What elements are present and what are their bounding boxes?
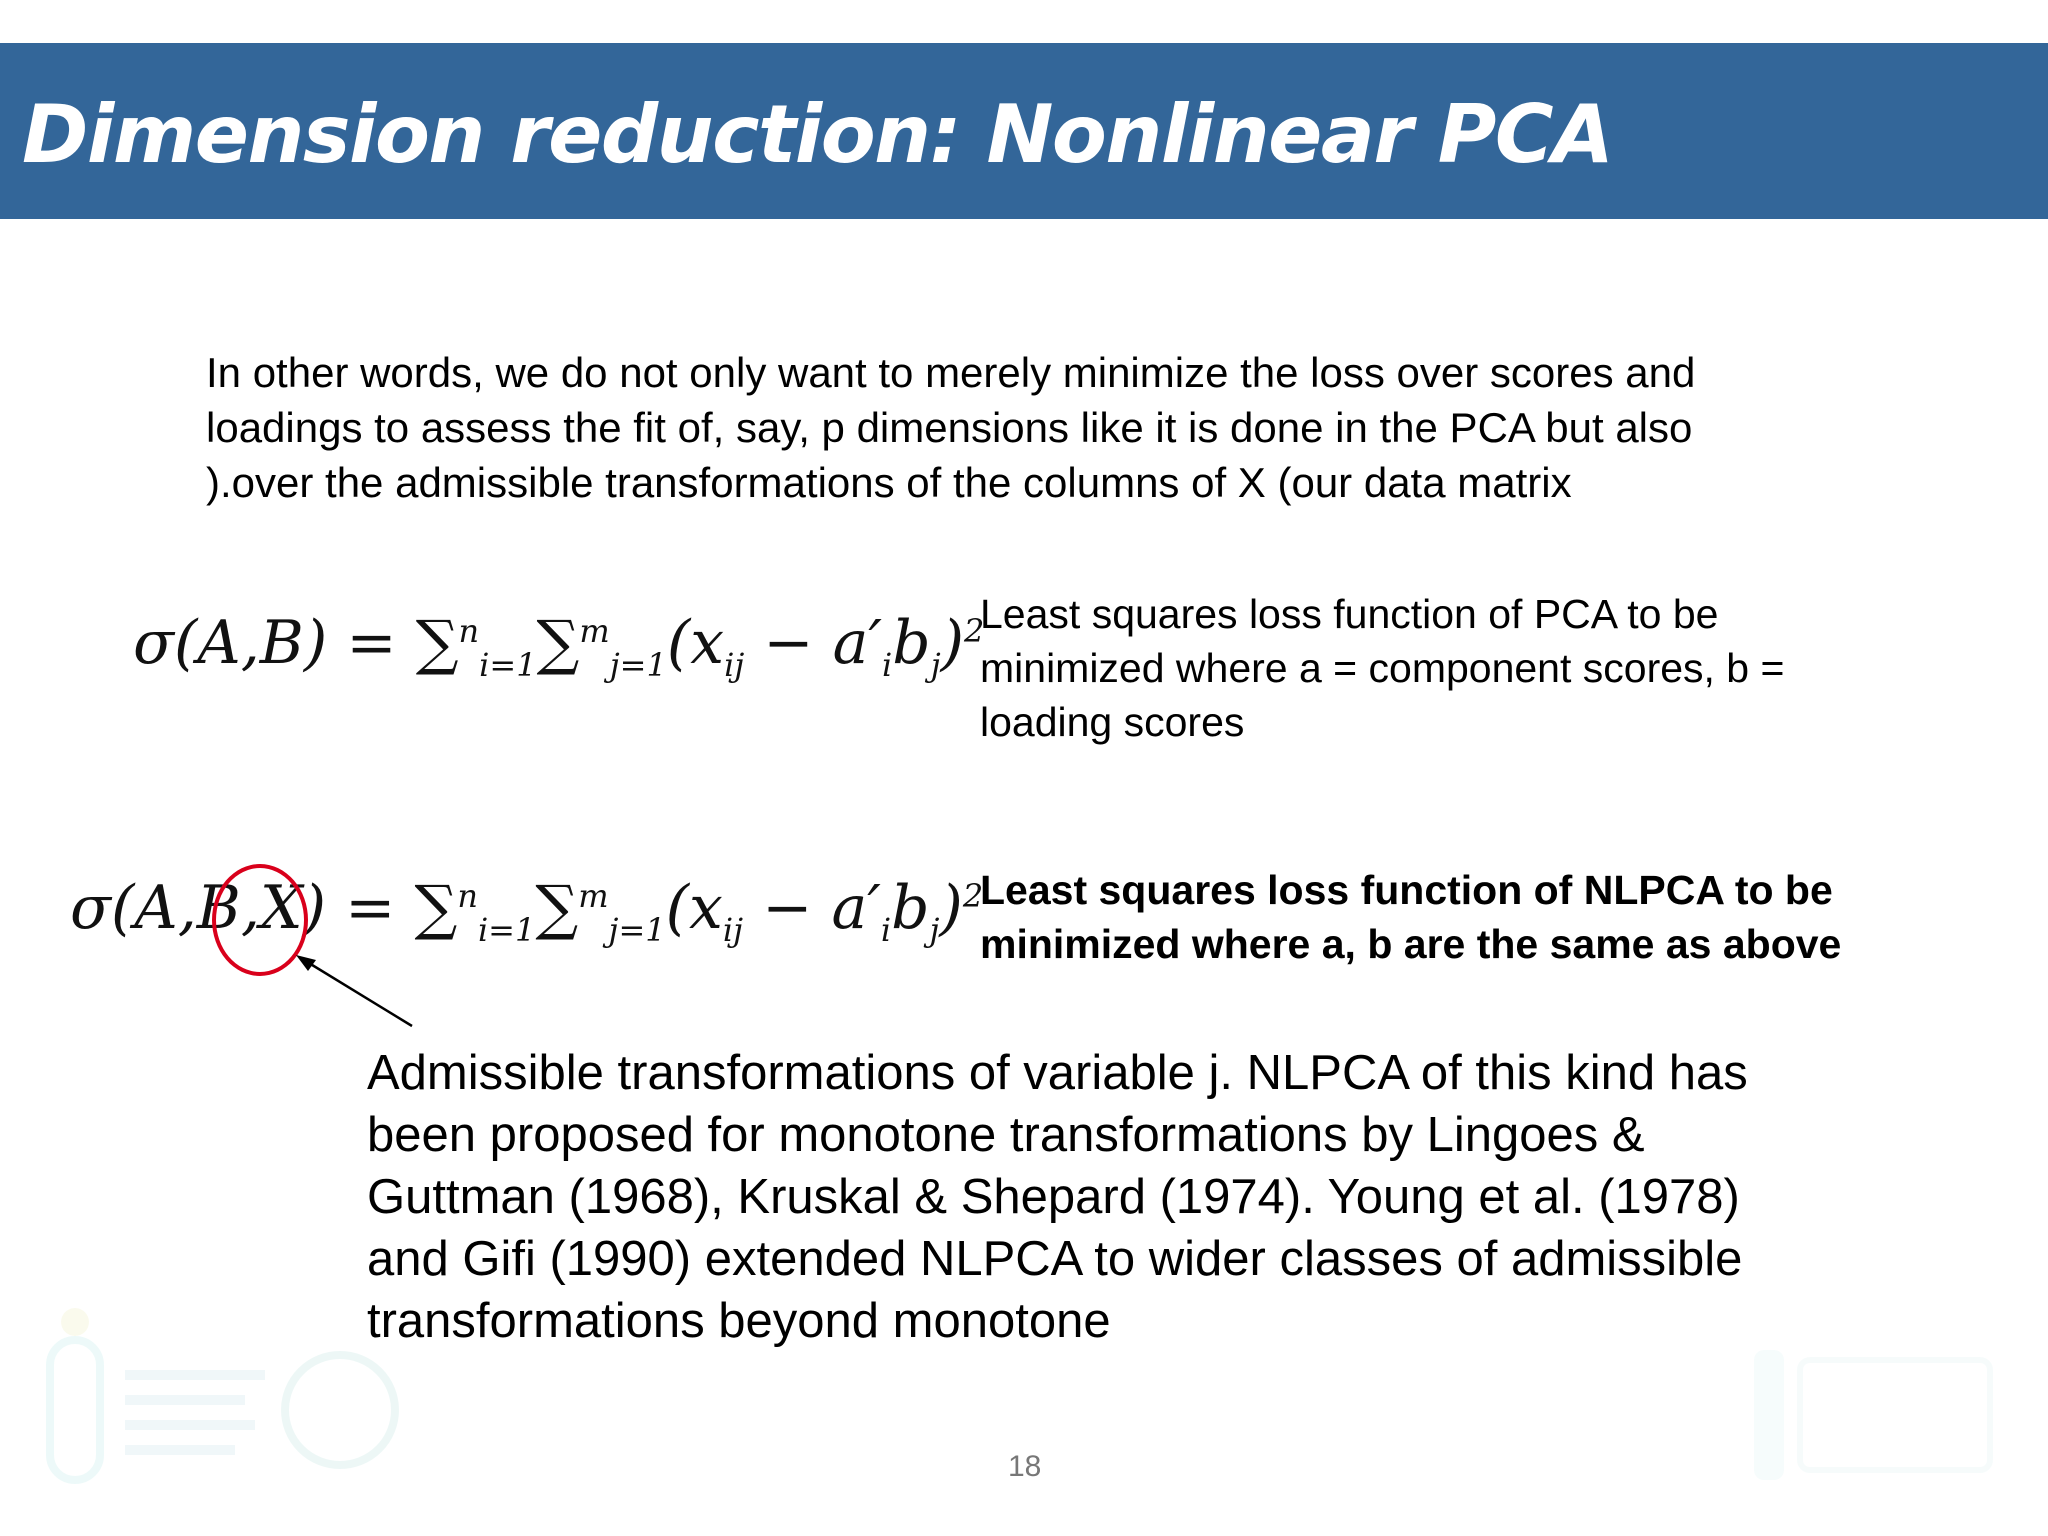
note-line: Guttman (1968), Kruskal & Shepard (1974). Young et al. (1978) [367,1170,1740,1224]
sum-upper: m [578,877,609,915]
term-subscript: ij [724,646,745,684]
term-subscript: i [882,646,893,684]
note-line: been proposed for monotone transformations by Lingoes & [367,1108,1645,1162]
sum-symbol: ∑ [414,873,458,943]
formula-exponent: 2 [962,877,984,915]
intro-line: In other words, we do not only want to merely minimize the loss over scores and [206,349,1696,396]
sum-lower: j=1 [609,646,667,684]
formula-term: b [892,608,931,678]
transformation-note [367,1042,1748,1352]
formula-term: ) [940,608,965,678]
formula-term: − a′ [744,608,883,678]
sum-lower: j=1 [608,911,666,949]
nlpca-loss-formula [70,873,983,949]
pca-loss-description [980,587,1784,749]
intro-line: ).over the admissible transformations of the columns of X (our data matrix [206,459,1572,506]
description-line: minimized where a = component scores, b = [980,645,1785,691]
sum-symbol: ∑ [535,873,579,943]
sum-upper: n [458,612,480,650]
nlpca-loss-description [980,863,1841,971]
term-subscript: i [880,911,892,949]
slide-title: Dimension reduction: Nonlinear PCA [22,88,1613,181]
page-number: 18 [1008,1450,1042,1483]
note-line: transformations beyond monotone [367,1294,1111,1348]
pca-loss-formula [133,608,984,684]
pointer-arrow [290,950,430,1050]
formula-term: ) [939,873,963,943]
formula-lhs: σ(A,B,X) = [70,873,415,943]
intro-paragraph [206,345,1966,510]
sum-symbol: ∑ [415,608,459,678]
description-line: minimized where a, b are the same as above [980,921,1842,967]
term-subscript: j [930,646,941,684]
formula-lhs: σ(A,B) = [133,608,416,678]
faint-logo-watermark-right [1740,1330,2020,1500]
sum-lower: i=1 [479,646,537,684]
sum-symbol: ∑ [536,608,580,678]
sum-upper: n [457,877,478,915]
formula-term: (x [666,608,725,678]
note-line: Admissible transformations of variable j. NLPCA of this kind has [367,1046,1748,1100]
sum-lower: i=1 [477,911,536,949]
term-subscript: j [929,911,940,949]
note-line: and Gifi (1990) extended NLPCA to wider classes of admissible [367,1232,1743,1286]
description-line: loading scores [980,699,1245,745]
faint-logo-watermark-left [40,1300,400,1500]
intro-line: loadings to assess the fit of, say, p dimensions like it is done in the PCA but also [206,404,1693,451]
formula-exponent: 2 [964,612,985,650]
sum-upper: m [579,612,610,650]
formula-term: (x [665,873,723,943]
formula-term: − a′ [743,873,881,943]
term-subscript: ij [722,911,744,949]
description-line: Least squares loss function of NLPCA to be [980,867,1833,913]
formula-term: b [891,873,930,943]
description-line: Least squares loss function of PCA to be [980,591,1719,637]
